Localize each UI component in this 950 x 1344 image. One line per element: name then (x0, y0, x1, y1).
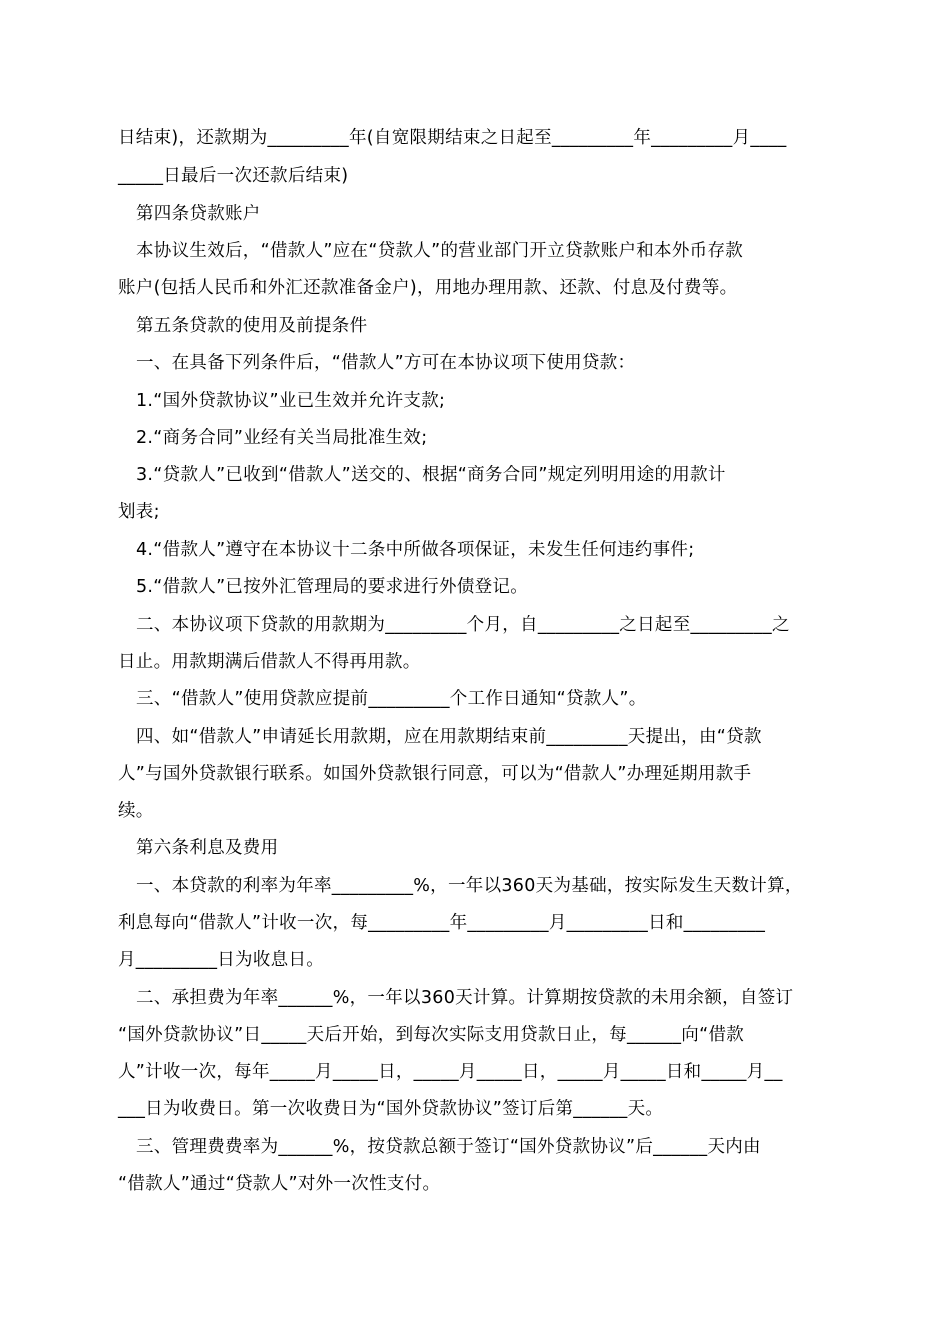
article-4-heading: 第四条贷款账户 (136, 204, 261, 224)
condition-item-3-cont: 划表; (118, 502, 160, 522)
text-line-drawdown-period-cont: 日止。用款期满后借款人不得再用款。 (118, 652, 421, 672)
text-line-extension-2: 人”与国外贷款银行联系。如国外贷款银行同意，可以为“借款人”办理延期用款手 (118, 764, 752, 784)
condition-item-3: 3.“贷款人”已收到“借款人”送交的、根据“商务合同”规定列明用途的用款计 (136, 465, 726, 485)
condition-item-2: 2.“商务合同”业经有关当局批准生效; (136, 428, 428, 448)
text-line-commitment-fee-3: 人”计收一次，每年_____月_____日，_____月_____日，_____月_____日和_____月__ (118, 1062, 783, 1082)
text-line-commitment-fee-4: ___日为收费日。第一次收费日为“国外贷款协议”签订后第______天。 (118, 1099, 664, 1119)
text-line-repayment-last: _____日最后一次还款后结束) (118, 166, 349, 186)
text-line-account-1: 本协议生效后，“借款人”应在“贷款人”的营业部门开立贷款账户和本外币存款 (136, 241, 744, 261)
text-line-interest-2: 利息每向“借款人”计收一次，每_________年_________月_________日和_________ (118, 913, 766, 933)
text-line-extension-1: 四、如“借款人”申请延长用款期，应在用款期结束前_________天提出，由“贷款 (136, 727, 762, 747)
text-line-interest-1: 一、本贷款的利率为年率_________%，一年以360天为基础，按实际发生天数计算， (136, 876, 803, 896)
condition-item-5: 5.“借款人”已按外汇管理局的要求进行外债登记。 (136, 577, 529, 597)
text-line-management-fee-2: “借款人”通过“贷款人”对外一次性支付。 (118, 1174, 441, 1194)
text-line-interest-3: 月_________日为收息日。 (118, 950, 325, 970)
text-line-drawdown-period: 二、本协议项下贷款的用款期为_________个月，自_________之日起至_________之 (136, 615, 790, 635)
text-line-commitment-fee-1: 二、承担费为年率______%，一年以360天计算。计算期按贷款的未用余额，自签订 (136, 988, 794, 1008)
article-6-heading: 第六条利息及费用 (136, 838, 279, 858)
article-5-heading: 第五条贷款的使用及前提条件 (136, 316, 368, 336)
text-line-commitment-fee-2: “国外贷款协议”日_____天后开始，到每次实际支用贷款日止，每______向“借款 (118, 1025, 745, 1045)
text-line-account-2: 账户(包括人民币和外汇还款准备金户)，用地办理用款、还款、付息及付费等。 (118, 278, 738, 298)
text-line-repayment-period-end: 日结束)，还款期为_________年(自宽限期结束之日起至_________年_________月____ (118, 128, 787, 148)
text-line-notice: 三、“借款人”使用贷款应提前_________个工作日通知“贷款人”。 (136, 689, 647, 709)
text-line-management-fee-1: 三、管理费费率为______%，按贷款总额于签订“国外贷款协议”后______天内由 (136, 1137, 761, 1157)
condition-item-4: 4.“借款人”遵守在本协议十二条中所做各项保证，未发生任何违约事件; (136, 540, 695, 560)
condition-item-1: 1.“国外贷款协议”业已生效并允许支款; (136, 391, 446, 411)
text-line-conditions-intro: 一、在具备下列条件后，“借款人”方可在本协议项下使用贷款： (136, 353, 636, 373)
text-line-extension-3: 续。 (118, 801, 154, 821)
